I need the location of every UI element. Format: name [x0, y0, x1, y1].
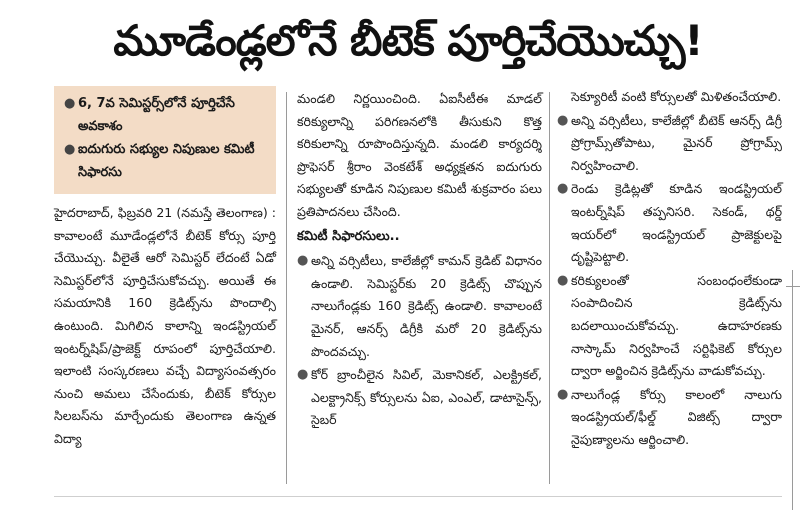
adjacent-article-border: [786, 286, 800, 287]
bullet-icon: ●: [297, 253, 309, 269]
recommendation-continuation: [557, 86, 782, 109]
column-2: [297, 88, 542, 432]
adjacent-article-border: [792, 270, 793, 510]
column-3: [557, 86, 782, 452]
bottom-divider: [54, 496, 782, 497]
body-paragraph: హైదరాబాద్, ఫిబ్రవరి 21 (నమస్తే తెలంగాణ) : కావాలంటే మూడేండ్లలోనే బీటెక్ కోర్సు పూర్తి చేయొచ్చు. వీలైతే ఆరో సెమిస్టర్ లేదంటే ఏడో సెమిస్టర్‌లోనే పూర్తిచేసుకోవచ్చు. అయితే ఈ సమయానికి 160 క్రెడిట్స్‌ను పొందాల్సి ఉంటుంది. మిగిలిన కాలాన్ని ఇండస్ట్రియల్ ఇంటర్న్‌షిప్/ప్రాజెక్ట్ రూపంలో పూర్తిచేయాలి. ఇలాంటి సంస్కరణలు వచ్చే విద్యాసంవత్సరం నుంచి అమలు చేసేందుకు, బీటెక్ కోర్సుల సిలబస్‌ను మార్చేందుకు తెలంగాణ ఉన్నత విద్యా: [54, 205, 276, 446]
highlight-box: [54, 86, 276, 194]
bullet-icon: ●: [64, 142, 76, 157]
highlight-text: 6, 7వ సెమిస్టర్స్‌లోనే పూర్తిచేసే అవకాశం: [78, 96, 235, 134]
recommendation-text: కరిక్యులంతో సంబంధంలేకుండా సంపాదించిన క్రెడిట్స్‌ను బదలాయించుకోవచ్చు. ఉదాహరణకు నాస్కామ్ నిర్వహించే సర్టిఫికెట్ కోర్సుల ద్వారా అర్జించిన క్రెడిట్స్‌ను వాడుకోవచ్చు.: [571, 272, 782, 379]
recommendation-text: అన్ని వర్సిటీలు, కాలేజీల్లో బీటెక్ ఆనర్స్ డిగ్రీ ప్రోగ్రామ్స్‌తోపాటు, మైనర్ ప్రోగ్రామ్స్ నిర్వహించాలి.: [571, 112, 782, 173]
recommendation-item: [557, 384, 782, 452]
recommendation-item: [557, 178, 782, 268]
recommendation-item: [557, 270, 782, 383]
highlight-item: [64, 138, 268, 184]
bullet-icon: ●: [557, 386, 569, 402]
column-divider: [549, 92, 550, 484]
recommendation-text: కోర్ బ్రాంచీలైన సివిల్, మెకానికల్, ఎలక్ట్రికల్, ఎలక్ట్రానిక్స్ కోర్సులను ఏఐ, ఎంఎల్, డాటాసైన్స్, సైబర్: [311, 367, 542, 428]
bullet-icon: ●: [557, 112, 569, 128]
recommendation-item: [297, 250, 542, 363]
bullet-icon: ●: [297, 367, 309, 383]
highlight-item: [64, 92, 268, 138]
column-divider: [286, 92, 287, 484]
body-paragraph: మండలి నిర్ణయించింది. ఏఐసీటీఈ మాడల్ కరిక్యులాన్ని పరిగణనలోకి తీసుకుని కొత్త కరికులాన్ని రూపొందిస్తున్నది. మండలి కార్యదర్శి ప్రొఫెసర్ శ్రీరాం వెంకటేశ్ అధ్యక్షతన ఐదుగురు సభ్యులతో కూడిన నిపుణుల కమిటీ శుక్రవారం పలు ప్రతిపాదనలు చేసింది.: [297, 91, 542, 219]
recommendations-heading: కమిటీ సిఫారసులు..: [297, 228, 400, 244]
recommendation-text: రెండు క్రెడిట్లతో కూడిన ఇండస్ట్రియల్ ఇంటర్న్‌షిప్ తప్పనిసరి. సెకండ్, థర్డ్ ఇయర్‌లో ఇండస్ట్రియల్ ప్రాజెక్టులపై దృష్టిపెట్టాలి.: [571, 181, 782, 265]
column-1: [54, 86, 276, 451]
highlight-text: ఐదుగురు సభ్యుల నిపుణుల కమిటీ సిఫారసు: [78, 142, 255, 180]
recommendation-text: అన్ని వర్సిటీలు, కాలేజీల్లో కామన్ క్రెడిట్ విధానం ఉండాలి. సెమిస్టర్‌కు 20 క్రెడిట్స్ చొప్పున నాలుగేండ్లకు 160 క్రెడిట్స్ ఉండాలి. కావాలంటే మైనర్, ఆనర్స్ డిగ్రీకి మరో 20 క్రెడిట్స్‌ను పొందవచ్చు.: [311, 253, 542, 359]
bullet-icon: ●: [557, 181, 569, 197]
recommendation-item: [297, 364, 542, 432]
bullet-icon: ●: [557, 272, 569, 288]
recommendation-text: నాలుగేండ్ల కోర్సు కాలంలో నాలుగు ఇండస్ట్రియల్/ఫీల్డ్ విజిట్స్ ద్వారా నైపుణ్యాలను ఆర్జించాలి.: [571, 386, 782, 447]
recommendation-text: సెక్యూరిటీ వంటి కోర్సులతో మిళితంచేయాలి.: [571, 89, 782, 104]
recommendation-item: [557, 110, 782, 178]
headline: మూడేండ్లలోనే బీటెక్ పూర్తిచేయొచ్చు!: [113, 16, 703, 65]
bullet-icon: ●: [64, 96, 76, 111]
